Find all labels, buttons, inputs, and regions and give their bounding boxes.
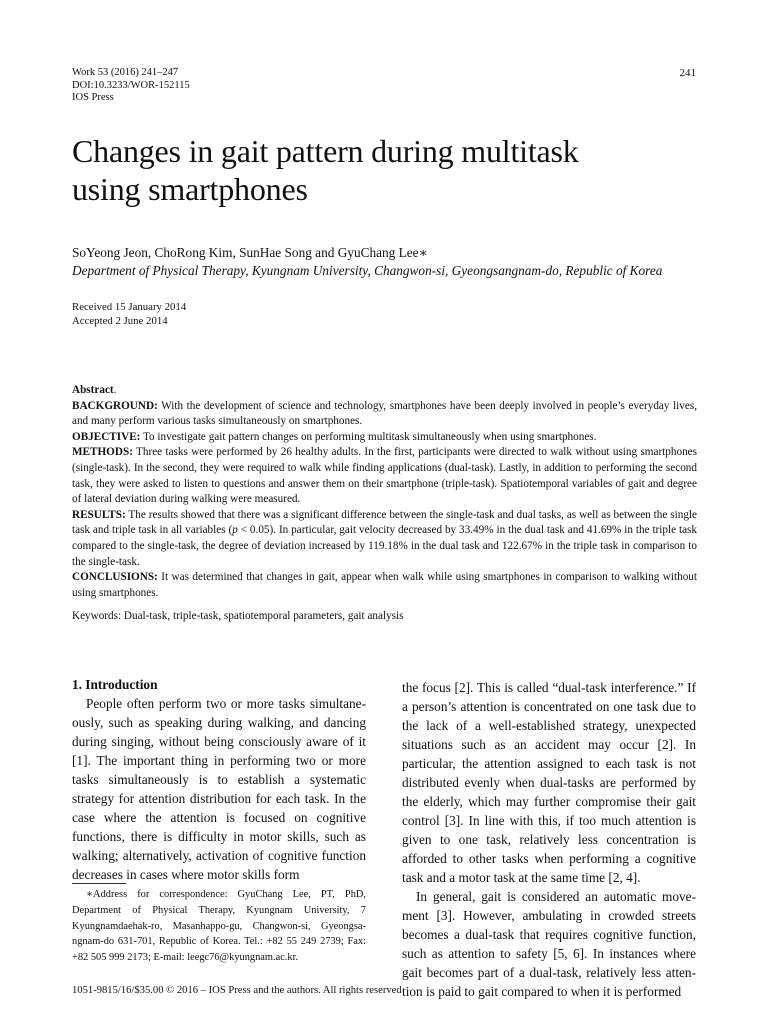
keywords: Keywords: Dual-task, triple-task, spatiotemporal parameters, gait analysis bbox=[72, 610, 404, 622]
abstract bbox=[72, 383, 697, 601]
journal-citation: Work 53 (2016) 241–247 bbox=[72, 67, 179, 78]
abstract-background: BACKGROUND: With the development of science and technology, smartphones have been deeply involved in people’s everyday lives, and many perform various tasks simultaneously on smartphones. bbox=[72, 399, 697, 428]
abstract-conclusions: CONCLUSIONS: It was determined that changes in gait, appear when walk while using smartphones in comparison to walking without using smartphones. bbox=[72, 571, 697, 599]
body-column-right bbox=[402, 678, 696, 1001]
article-title bbox=[72, 132, 712, 208]
affiliation: Department of Physical Therapy, Kyungnam University, Changwon-si, Gyeongsangnam-do, Republic of Korea bbox=[72, 263, 663, 278]
footnote-rule bbox=[72, 883, 126, 884]
body-paragraph: People often perform two or more tasks simultaneously, such as speaking during walking, and dancing during singing, without being consciously aware of it [1]. The important thing in performing two or more tasks simultaneously is to establish a systematic strategy for attention distribution for each task. In the case where the attention is focused on cognitive functions, there is difficulty in motor skills, such as walking; alternatively, activation of cognitive function decreases in cases where motor skills form bbox=[72, 696, 366, 882]
title-line-1: Changes in gait pattern during multitask bbox=[72, 133, 579, 169]
body-column-left bbox=[72, 675, 366, 884]
footnote bbox=[72, 887, 366, 966]
doi: DOI:10.3233/WOR-152115 bbox=[72, 79, 190, 91]
title-line-2: using smartphones bbox=[72, 171, 308, 207]
body-paragraph: In general, gait is considered an automatic movement [3]. However, ambulating in crowded streets becomes a dual-task that requires cognitive function, such as attention to safety [5, 6]. In instances where gait becomes part of a dual-task, relatively less attention is paid to gait compared to when it is performed bbox=[402, 889, 696, 999]
article-dates bbox=[72, 301, 186, 328]
body-paragraph: the focus [2]. This is called “dual-task interference.” If a person’s attention is concentrated on one task due to the lack of a well-established strategy, unexpected situations such as an accident may occur [2]. In particular, the attention assigned to each task is not distributed evenly when dual-tasks are performed by the elderly, which may further compromise their gait control [3]. In line with this, if too much attention is given to one task, relatively less concentration is afforded to other tasks when performing a cognitive task and a motor task at the same time [2, 4]. bbox=[402, 680, 696, 885]
abstract-results: RESULTS: The results showed that there was a significant difference between the single-task and dual tasks, as well as between the single task and triple task in all variables (p < 0.05). In particular, gait velocity decreased by 33.49% in the dual task and 41.69% in the triple task compared to the single-task, the degree of deviation increased by 119.18% in the dual task and 122.67% in the triple task in comparison to the single-task. bbox=[72, 508, 697, 568]
abstract-methods: METHODS: Three tasks were performed by 26 healthy adults. In the first, participants were directed to walk without using smartphones (single-task). In the second, they were required to walk while finding applications (dual-task). Lastly, in addition to performing the second task, they were asked to listen to questions and answer them on their smartphone (triple-task). Spatiotemporal variables of gait and degree of lateral deviation during walking were measured. bbox=[72, 446, 697, 506]
received-date: Received 15 January 2014 bbox=[72, 301, 187, 313]
accepted-date: Accepted 2 June 2014 bbox=[72, 314, 168, 327]
copyright-line: 1051-9815/16/$35.00 © 2016 – IOS Press and the authors. All rights reserved bbox=[72, 985, 402, 996]
abstract-objective: OBJECTIVE: To investigate gait pattern changes on performing multitask simultaneously when using smartphones. bbox=[72, 430, 597, 443]
correspondence-footnote: ∗Address for correspondence: GyuChang Lee, PT, PhD, Department of Physical Therapy, Kyungnam University, 7 Kyungnamdaehak-ro, Masanhappo-gu, Changwon-si, Gyeongsangnam-do 631-701, Republic of Korea. Tel.: +82 55 249 2739; Fax: +82 505 999 2173; E-mail: leegc76@kyungnam.ac.kr. bbox=[72, 889, 366, 964]
page-number: 241 bbox=[679, 67, 696, 79]
publisher: IOS Press bbox=[72, 92, 114, 104]
journal-header bbox=[72, 67, 190, 105]
section-heading: 1. Introduction bbox=[72, 677, 158, 692]
abstract-heading-label: Abstract bbox=[72, 384, 114, 396]
abstract-heading: Abstract. bbox=[72, 384, 117, 396]
authors: SoYeong Jeon, ChoRong Kim, SunHae Song and GyuChang Lee∗ bbox=[72, 245, 428, 260]
